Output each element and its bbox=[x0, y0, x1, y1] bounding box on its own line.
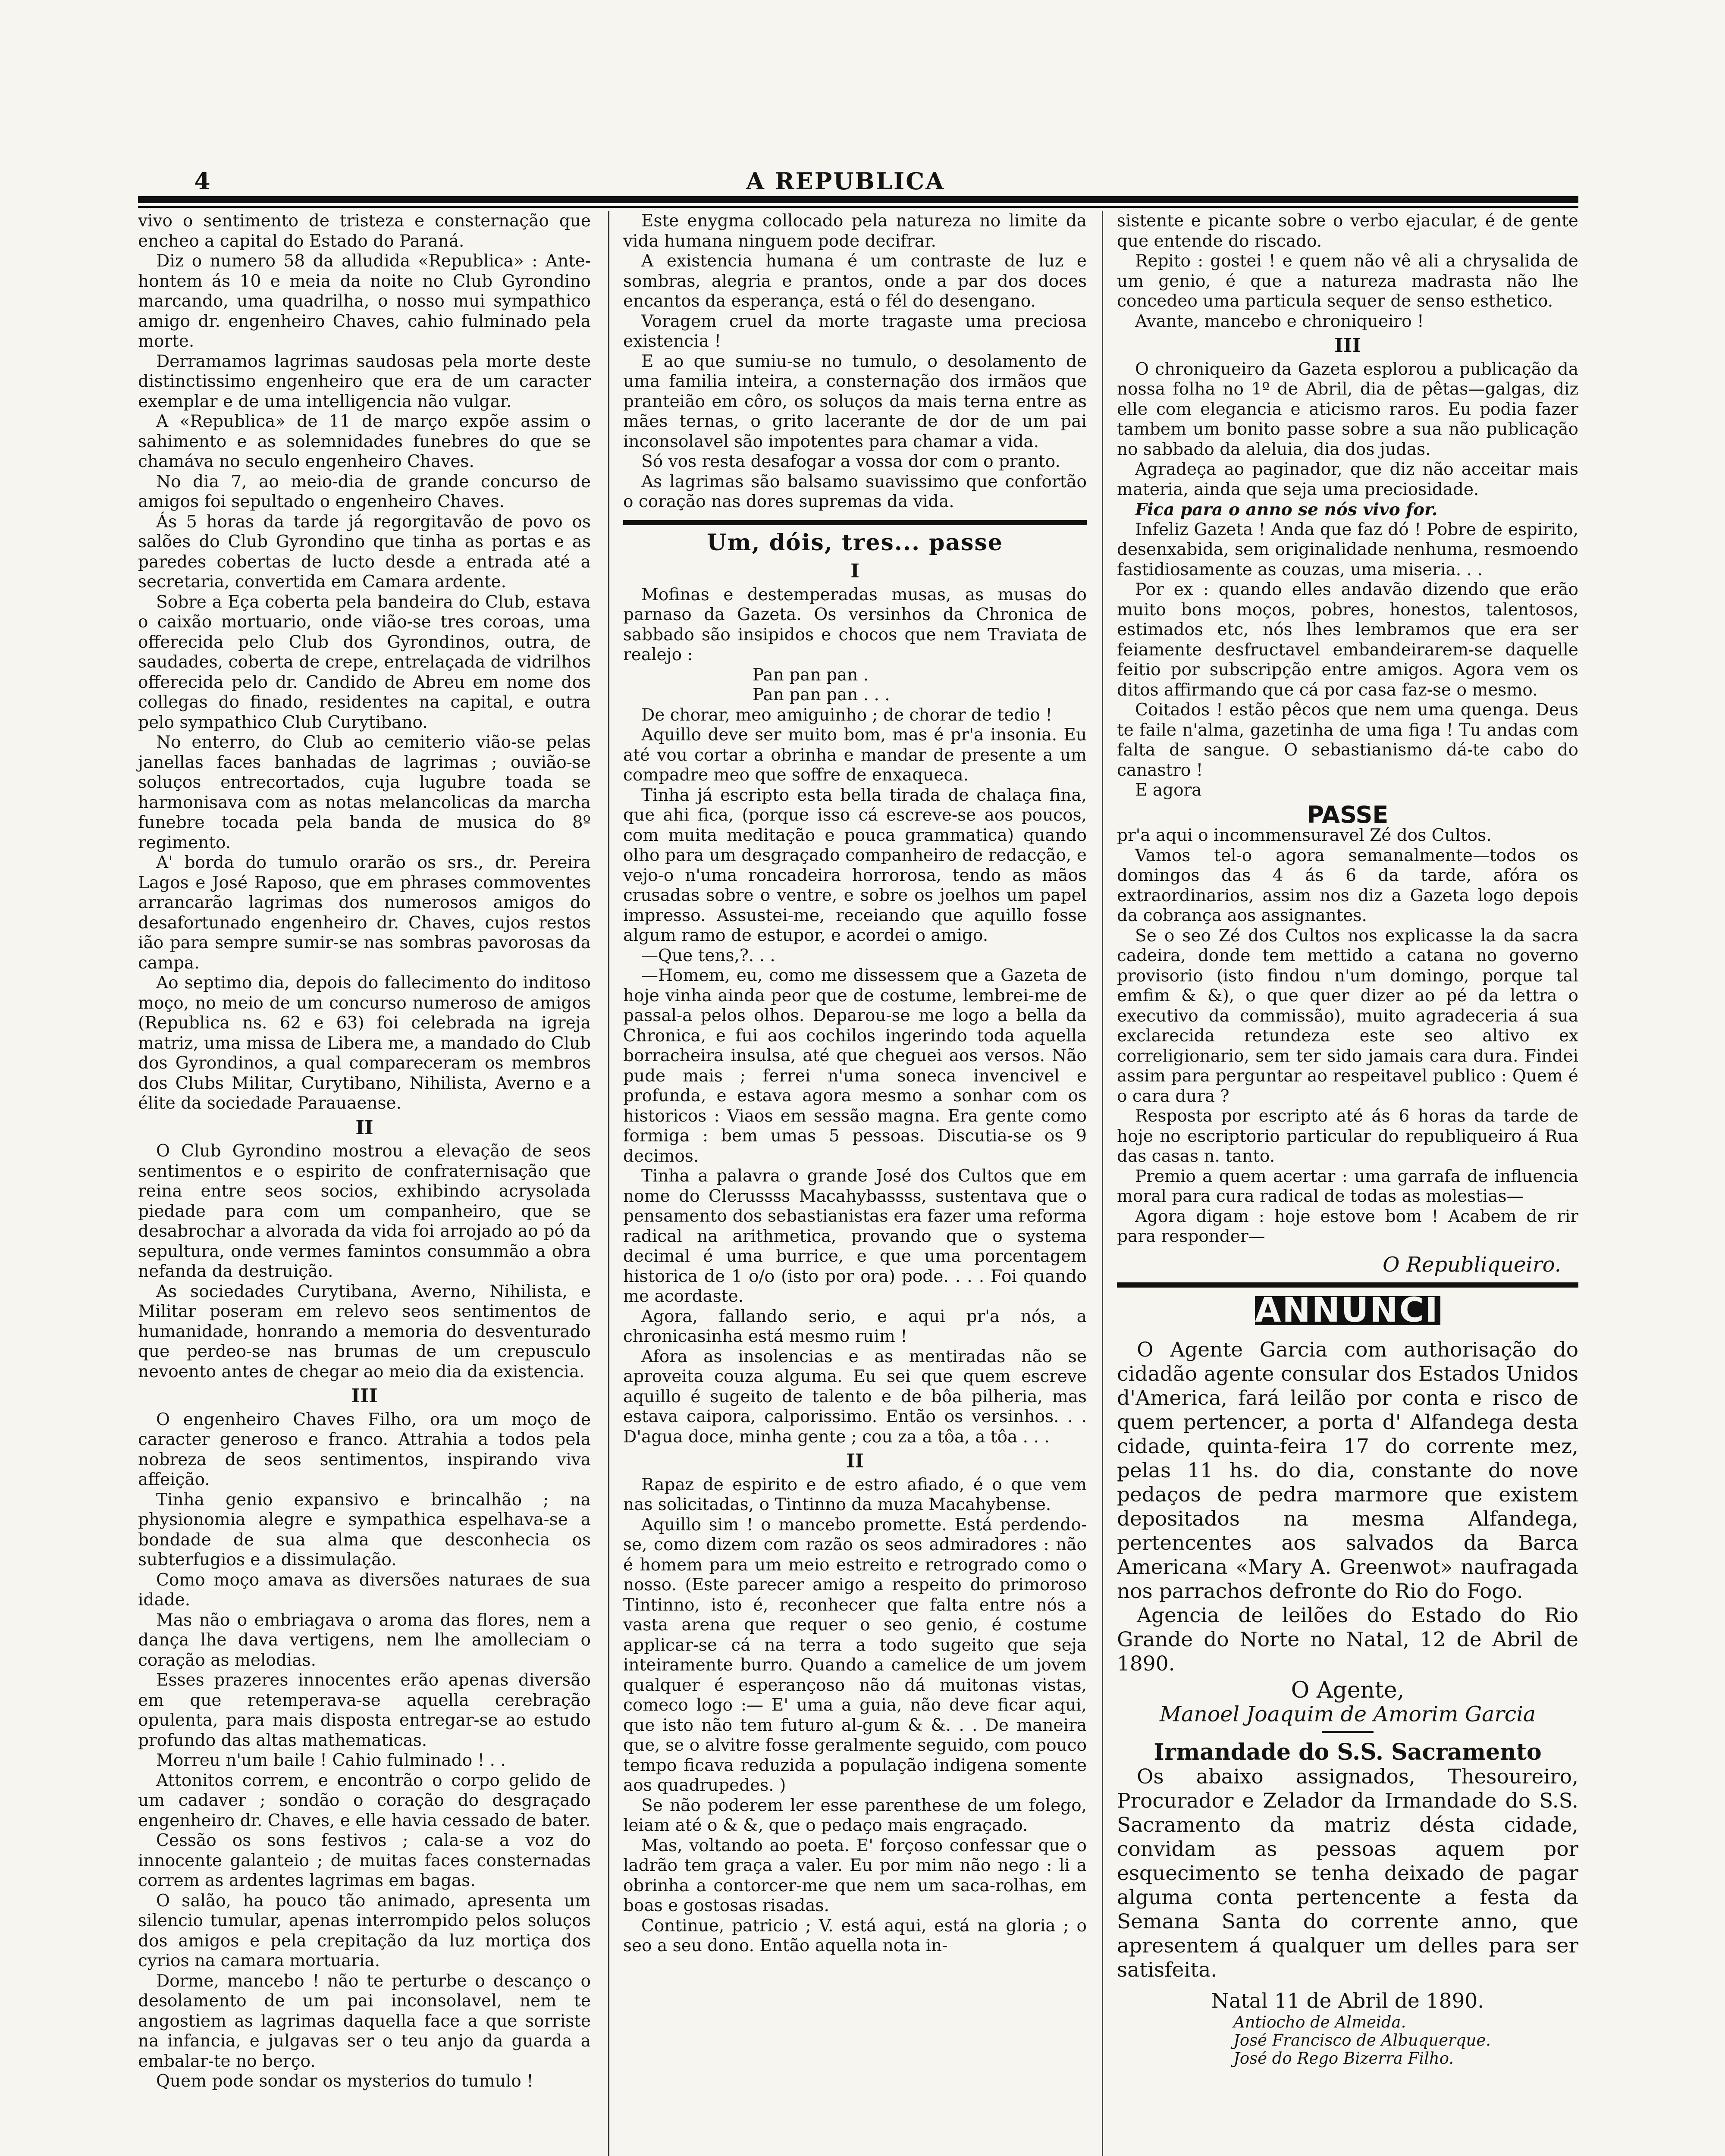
passe-heading: PASSE bbox=[1307, 801, 1389, 828]
paragraph: Tinha genio expansivo e brincalhão ; na physionomia alegre e sympathica espelhava-se a bondade de sua alma que desconhecia os subterfugios e a dissimulação. bbox=[138, 1490, 591, 1570]
paragraph: Só vos resta desafogar a vossa dor com o pranto. bbox=[641, 452, 1060, 471]
ad-paragraph: O Agente Garcia com authorisação do cidadão agente consular dos Estados Unidos d'America, fará leilão por conta e risco de quem pertencer, a porta d' Alfandega desta cidade, quinta-feira 17 do corrente mez, pelas 11 hs. do dia, constante do nove pedaços de pedra marmore que existem depositados na mesma Alfandega, pertencentes aos salvados da Barca Americana «Mary A. Greenwot» naufragada nos parrachos defronte do Rio do Fogo. bbox=[1117, 1338, 1578, 1603]
article-signature: O Republiqueiro. bbox=[1383, 1252, 1561, 1277]
newspaper-title: A REPUBLICA bbox=[746, 167, 945, 195]
paragraph: Vamos tel-o agora semanalmente—todos os domingos das 4 ás 6 da tarde, afóra os extraordinarios, assim nos diz a Gazeta logo depois da cobrança aos assignantes. bbox=[1117, 846, 1578, 925]
section-number: III bbox=[1334, 335, 1361, 357]
verse-line: Pan pan pan . . . bbox=[753, 685, 890, 705]
paragraph: Agora, fallando serio, e aqui pr'a nós, a chronicasinha está mesmo ruim ! bbox=[623, 1307, 1087, 1346]
paragraph: Este enygma collocado pela natureza no limite da vida humana ninguem pode decifrar. bbox=[623, 211, 1087, 251]
paragraph: Aquillo sim ! o mancebo promette. Está perdendo-se, como dizem com razão os seos admiradores : não é homem para um meio estreito e retrogrado como o nosso. (Este parecer amigo a respeito do primoroso Tintinno, isto é, reconhecer que falta entre nós a vasta arena que requer o seo genio, é costume applicar-se cá na terra a todo sugeito que seja inteiramente burro. Quando a camelice de um jovem qualquer é esperançoso não dá muitonas vistas, comeco logo :— E' uma a guia, não deve ficar aqui, que isto não tem futuro al-gum & &. . . De maneira que, se o alvitre fosse geralmente seguido, com pouco tempo ficava reduzida a população indigena somente aos quadrupedes. ) bbox=[623, 1515, 1087, 1795]
paragraph: Aquillo deve ser muito bom, mas é pr'a insonia. Eu até vou cortar a obrinha e mandar de presente a um compadre meo que soffre de enxaqueca. bbox=[623, 725, 1087, 785]
paragraph: Voragem cruel da morte tragaste uma preciosa existencia ! bbox=[623, 311, 1087, 351]
article-headline: Um, dóis, tres... passe bbox=[707, 529, 1003, 556]
paragraph: Repito : gostei ! e quem não vê ali a chrysalida de um genio, é que a natureza madrasta não lhe concedeo uma particula sequer de senso esthetico. bbox=[1117, 251, 1578, 311]
section-divider bbox=[623, 520, 1087, 525]
paragraph: Dorme, mancebo ! não te perturbe o descanço o desolamento de um pai inconsolavel, nem te angostiem as lagrimas daquella face a que sorriste na infancia, e julgavas ser o teu anjo da guarda a embalar-te no berço. bbox=[138, 1971, 591, 2071]
paragraph: A' borda do tumulo orarão os srs., dr. Pereira Lagos e José Raposo, que em phrases commoventes arrancarão lagrimas dos numerosos amigos do desafortunado engenheiro dr. Chaves, cujos restos ião para sempre sumir-se nas sombras pavorosas da campa. bbox=[138, 853, 591, 973]
paragraph: Tinha já escripto esta bella tirada de chalaça fina, que ahi fica, (porque isso cá escreve-se aos poucos, com muita meditação e pouca grammatica) quando olho para um desgraçado companheiro de redacção, e vejo-o n'uma roncadeira horrorosa, tendo as mãos crusadas sobre o ventre, e sobre os joelhos um papel impresso. Assustei-me, receiando que aquillo fosse algum ramo de estupor, e acordei o amigo. bbox=[623, 785, 1087, 945]
section-divider bbox=[1117, 1282, 1578, 1288]
paragraph: Derramamos lagrimas saudosas pela morte deste distinctissimo engenheiro que era de um caracter exemplar e de uma intelligencia não vulgar. bbox=[138, 351, 591, 411]
paragraph: Avante, mancebo e chroniqueiro ! bbox=[1135, 311, 1424, 331]
paragraph: Como moço amava as diversões naturaes de sua idade. bbox=[138, 1570, 591, 1610]
paragraph: Se o seo Zé dos Cultos nos explicasse la da sacra cadeira, donde tem mettido a catana no governo provisorio (isto findou n'um domingo, porque tal emfim & &), o que quer dizer ao pé da lettra o executivo da commissão), muito agradeceria á sua exclarecida retundeza este seo altivo ex correligionario, sem ter sido jamais cara dura. Findei assim para perguntar ao respeitavel publico : Quem é o cara dura ? bbox=[1117, 926, 1578, 1106]
auction-advertisement bbox=[1117, 1338, 1578, 1725]
paragraph: —Homem, eu, como me dissessem que a Gazeta de hoje vinha ainda peor que de costume, lembrei-me de passal-a pelos olhos. Deparou-se me logo a bella da Chronica, e fui aos cochilos ingerindo toda aquella borracheira insulsa, até que cheguei aos versos. Não pude mais ; ferrei n'uma soneca invencivel e profunda, e estava agora mesmo a sonhar com os historicos : Viaos em sessão magna. Era gente como formiga : bem umas 5 pessoas. Discutia-se os 9 decimos. bbox=[623, 966, 1087, 1166]
annuncio-heading: ANNUNCIO bbox=[1255, 1291, 1469, 1330]
paragraph: Esses prazeres innocentes erão apenas diversão em que retemperava-se aquella cerebração opulenta, para mais disposta entregar-se ao estudo profundo das altas mathematicas. bbox=[138, 1670, 591, 1750]
paragraph: pr'a aqui o incommensuravel Zé dos Cultos. bbox=[1117, 826, 1492, 845]
header-rule bbox=[138, 196, 1578, 203]
paragraph: Attonitos correm, e encontrão o corpo gelido de um cadaver ; sondão o coração do desgraçado engenheiro dr. Chaves, e elle havia cessado de bater. bbox=[138, 1771, 591, 1830]
paragraph: Afora as insolencias e as mentiradas não se aproveita couza alguma. Eu sei que quem escreve aquillo é sugeito de talento e de bôa pilheria, mas estava caipora, calporissimo. Então os versinhos. . . D'agua doce, minha gente ; cou za a tôa, a tôa . . . bbox=[623, 1347, 1087, 1447]
paragraph: Ás 5 horas da tarde já regorgitavão de povo os salões do Club Gyrondino que tinha as portas e as paredes cobertas de lucto desde a entrada até a secretaria, convertida em Camara ardente. bbox=[138, 512, 591, 592]
ad-heading: Irmandade do S.S. Sacramento bbox=[1154, 1739, 1542, 1765]
ad-paragraph: Os abaixo assignados, Thesoureiro, Procurador e Zelador da Irmandade do S.S. Sacramento da matriz désta cidade, convidam as pessoas aquem por esquecimento se tenha deixado de pagar alguma conta pertencente a festa da Semana Santa do corrente anno, que apresentem á qualquer um delles para ser satisfeita. bbox=[1117, 1765, 1578, 1982]
paragraph: sistente e picante sobre o verbo ejacular, é de gente que entende do riscado. bbox=[1117, 211, 1578, 251]
paragraph: Infeliz Gazeta ! Anda que faz dó ! Pobre de espirito, desenxabida, sem originalidade nenhuma, resmoendo fastidiosamente as couzas, uma miseria. . . bbox=[1117, 520, 1578, 580]
signers-list bbox=[1233, 2013, 1578, 2068]
paragraph: A «Republica» de 11 de março expõe assim o sahimento e as solemnidades funebres do que se chamáva no seculo engenheiro Chaves. bbox=[138, 412, 591, 471]
paragraph: Fica para o anno se nós vivo for. bbox=[1135, 500, 1438, 520]
column-3 bbox=[1117, 211, 1578, 2068]
paragraph: Quem pode sondar os mysterios do tumulo ! bbox=[156, 2071, 533, 2091]
header-rule-thin bbox=[138, 206, 1578, 208]
ad-paragraph: Agencia de leilões do Estado do Rio Grande do Norte no Natal, 12 de Abril de 1890. bbox=[1117, 1603, 1578, 1676]
short-divider bbox=[1322, 1731, 1374, 1733]
paragraph: A existencia humana é um contraste de luz e sombras, alegria e prantos, onde a par dos doces encantos da esperança, está o fél do desengano. bbox=[623, 251, 1087, 311]
ad-date: Natal 11 de Abril de 1890. bbox=[1211, 1989, 1484, 2013]
section-number: III bbox=[351, 1385, 378, 1407]
paragraph: Coitados ! estão pêcos que nem uma quenga. Deus te faile n'alma, gazetinha de uma figa ! Tu andas com falta de sangue. O sebastianismo dá-te cabo do canastro ! bbox=[1117, 700, 1578, 780]
paragraph: Rapaz de espirito e de estro afiado, é o que vem nas solicitadas, o Tintinno da muza Macahybense. bbox=[623, 1475, 1087, 1514]
paragraph: —Que tens,?. . . bbox=[641, 946, 775, 965]
signer: José do Rego Bizerra Filho. bbox=[1233, 2049, 1454, 2068]
section-number: II bbox=[355, 1116, 373, 1139]
paragraph: O chroniqueiro da Gazeta esplorou a publicação da nossa folha no 1º de Abril, dia de pêtas—galgas, diz elle com elegancia e aticismo raros. Eu podia fazer tambem um bonito passe sobre a sua não publicação no sabbado da aleluia, dia dos judas. bbox=[1117, 359, 1578, 459]
paragraph: O Club Gyrondino mostrou a elevação de seos sentimentos e o espirito de confraternisação que reina entre seos socios, exhibindo acrysolada piedade para com um companheiro, que se desabrochar a alvorada da vida foi arrojado ao pó da sepultura, onde vermes famintos consummão a obra nefanda da destruição. bbox=[138, 1141, 591, 1281]
paragraph: No dia 7, ao meio-dia de grande concurso de amigos foi sepultado o engenheiro Chaves. bbox=[138, 472, 591, 511]
signer: José Francisco de Albuquerque. bbox=[1233, 2031, 1491, 2049]
paragraph: Se não poderem ler esse parenthese de um folego, leiam até o & &, que o pedaço mais engraçado. bbox=[623, 1796, 1087, 1835]
paragraph: Mofinas e destemperadas musas, as musas do parnaso da Gazeta. Os versinhos da Chronica de sabbado são insipidos e chocos que nem Traviata de realejo : bbox=[623, 585, 1087, 664]
paragraph: No enterro, do Club ao cemiterio vião-se pelas janellas faces banhadas de lagrimas ; ouvião-se soluços entrecortados, cuja lugubre toada se harmonisava com as notas melancolicas da marcha funebre tocada pela banda de musica do 8º regimento. bbox=[138, 733, 591, 852]
paragraph: As sociedades Curytibana, Averno, Nihilista, e Militar poseram em relevo seos sentimentos de humanidade, honrando a memoria do desventurado que perdeo-se nas brumas de um crepusculo nevoento antes de chegar ao meio dia da existencia. bbox=[138, 1282, 591, 1382]
section-number: I bbox=[850, 560, 859, 582]
verse-line: Pan pan pan . bbox=[753, 665, 869, 685]
paragraph: Morreu n'um baile ! Cahio fulminado ! . . bbox=[156, 1751, 506, 1770]
column-2 bbox=[623, 211, 1087, 1956]
paragraph: Agradeça ao paginador, que diz não acceitar mais materia, ainda que seja uma preciosidade. bbox=[1117, 460, 1578, 499]
paragraph: Premio a quem acertar : uma garrafa de influencia moral para cura radical de todas as molestias— bbox=[1117, 1166, 1578, 1206]
agent-name: Manoel Joaquim de Amorim Garcia bbox=[1159, 1702, 1536, 1727]
paragraph: O salão, ha pouco tão animado, apresenta um silencio tumular, apenas interrompido pelos soluços dos amigos e pela crepitação da luz mortiça dos cyrios na camara mortuaria. bbox=[138, 1891, 591, 1971]
paragraph: Diz o numero 58 da alludida «Republica» : Ante-hontem ás 10 e meia da noite no Club Gyrondino marcando, uma quadrilha, o nosso mui sympathico amigo dr. engenheiro Chaves, cahio fulminado pela morte. bbox=[138, 251, 591, 351]
section-number: II bbox=[846, 1450, 864, 1472]
paragraph: Resposta por escripto até ás 6 horas da tarde de hoje no escriptorio particular do republiqueiro á Rua das casas n. tanto. bbox=[1117, 1106, 1578, 1166]
paragraph: Cessão os sons festivos ; cala-se a voz do innocente galanteio ; de muitas faces consternadas correm as ardentes lagrimas em bagas. bbox=[138, 1831, 591, 1890]
paragraph: Ao septimo dia, depois do fallecimento do inditoso moço, no meio de um concurso numeroso de amigos (Republica ns. 62 e 63) foi celebrada na igreja matriz, uma missa de Libera me, a mandado do Club dos Gyrondinos, a qual compareceram os membros dos Clubs Militar, Curytibano, Nihilista, Averno e a élite da sociedade Parauaense. bbox=[138, 973, 591, 1113]
paragraph: Tinha a palavra o grande José dos Cultos que em nome do Clerussss Macahybassss, sustentava que o pensamento dos sebastianistas era fazer uma reforma radical na arithmetica, provando que o systema decimal é uma burrice, e que uma porcentagem historica de 1 o/o (isto por ora) pode. . . . Foi quando me acordaste. bbox=[623, 1166, 1087, 1306]
paragraph: As lagrimas são balsamo suavissimo que confortão o coração nas dores supremas da vida. bbox=[623, 472, 1087, 511]
page-header bbox=[138, 167, 1578, 193]
paragraph: De chorar, meo amiguinho ; de chorar de tedio ! bbox=[641, 705, 1053, 725]
page-number: 4 bbox=[194, 167, 210, 195]
paragraph: Mas não o embriagava o aroma das flores, nem a dança lhe dava vertigens, nem lhe amolleciam o coração as melodias. bbox=[138, 1610, 591, 1670]
paragraph: vivo o sentimento de tristeza e consternação que encheo a capital do Estado do Paraná. bbox=[138, 211, 591, 251]
signer: Antiocho de Almeida. bbox=[1233, 2013, 1406, 2031]
paragraph: Agora digam : hoje estove bom ! Acabem de rir para responder— bbox=[1117, 1206, 1578, 1246]
paragraph: Sobre a Eça coberta pela bandeira do Club, estava o caixão mortuario, onde vião-se tres coroas, uma offerecida pelo Club dos Gyrondinos, outra, de saudades, coberta de crepe, entrelaçada de vidrilhos offerecida pelo dr. Candido de Abreu em nome dos collegas do finado, residentes na capital, e outra pelo sympathico Club Curytibano. bbox=[138, 592, 591, 732]
paragraph: E ao que sumiu-se no tumulo, o desolamento de uma familia inteira, a consternação dos irmãos que pranteião em côro, os soluços da mais terna entre as mães ternas, o grito lacerante de dor de um pai inconsolavel são impotentes para chamar a vida. bbox=[623, 351, 1087, 451]
paragraph: Por ex : quando elles andavão dizendo que erão muito bons moços, pobres, honestos, talentosos, estimados etc, nós lhes lembramos que era ser feiamente desfructavel embandeirarem-se daquelle feitio por subscripção entre amigos. Agora vem os ditos affirmando que cá por casa faz-se o mesmo. bbox=[1117, 580, 1578, 700]
paragraph: E agora bbox=[1135, 780, 1202, 800]
agent-title: O Agente, bbox=[1291, 1677, 1405, 1703]
paragraph: O engenheiro Chaves Filho, ora um moço de caracter generoso e franco. Attrahia a todos pela nobreza de seos sentimentos, inspirando viva affeição. bbox=[138, 1410, 591, 1489]
paragraph: Mas, voltando ao poeta. E' forçoso confessar que o ladrão tem graça a valer. Eu por mim não nego : li a obrinha a contorcer-me que nem um saca-rolhas, em boas e gostosas risadas. bbox=[623, 1836, 1087, 1915]
column-1 bbox=[138, 211, 591, 2092]
column-divider bbox=[608, 211, 609, 2156]
paragraph: Continue, patricio ; V. está aqui, está na gloria ; o seo a seu dono. Então aquella nota in- bbox=[623, 1916, 1087, 1955]
irmandade-advertisement bbox=[1117, 1739, 1578, 2068]
column-divider bbox=[1102, 211, 1103, 2156]
